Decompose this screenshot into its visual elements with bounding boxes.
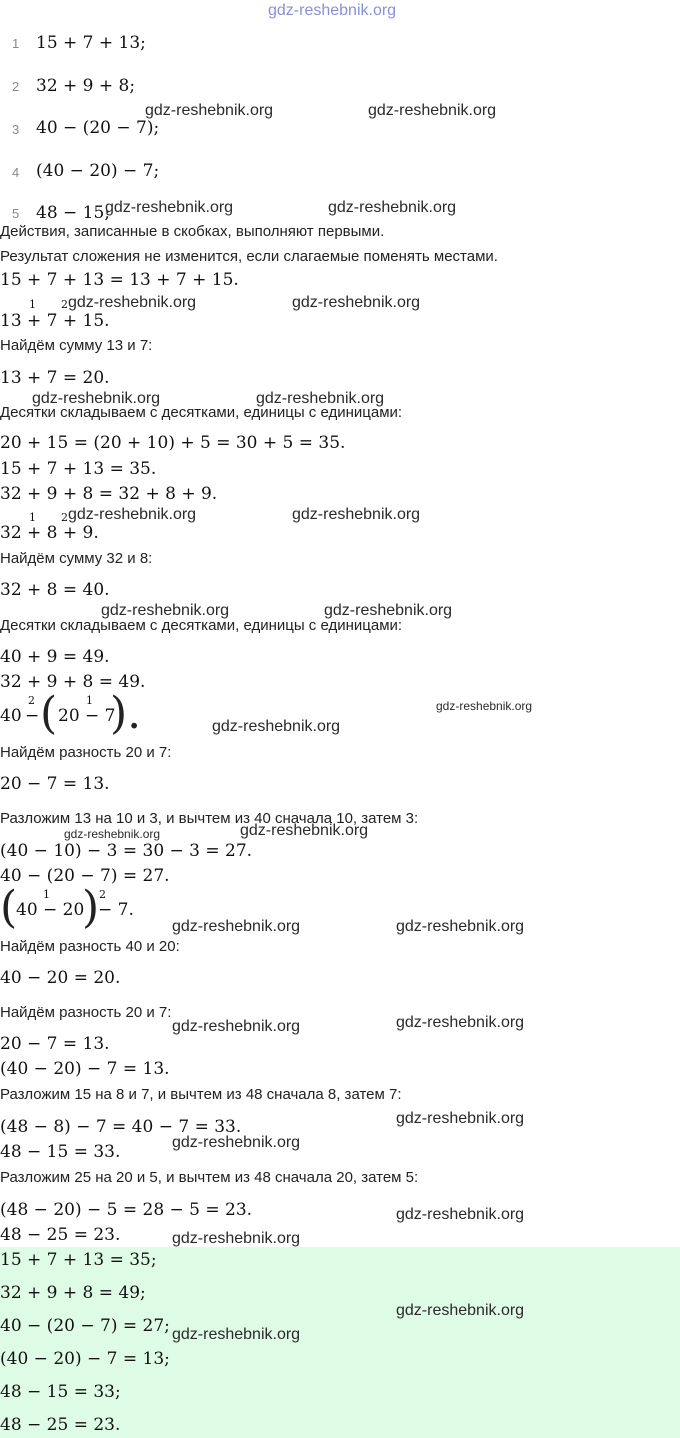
site-watermark: gdz-reshebnik.org bbox=[256, 390, 385, 407]
site-watermark: gdz-reshebnik.org bbox=[436, 699, 533, 713]
result-equation: 32 + 9 + 8 = 49. bbox=[0, 672, 146, 692]
problem-expression: (40 − 20) − 7; bbox=[36, 161, 160, 181]
equation: 40 + 9 = 49. bbox=[0, 647, 110, 667]
site-watermark: gdz-reshebnik.org bbox=[172, 1326, 301, 1343]
intro-text: Действия, записанные в скобках, выполняют первыми. bbox=[0, 223, 385, 240]
equation: (40 − 10) − 3 = 30 − 3 = 27. bbox=[0, 841, 253, 861]
answer-item: (40 − 20) − 7 = 13; bbox=[0, 1349, 170, 1369]
problem-expression: 32 + 9 + 8; bbox=[36, 76, 136, 96]
result-equation: 48 − 15 = 33. bbox=[0, 1142, 121, 1162]
answer-item: 40 − (20 − 7) = 27; bbox=[0, 1316, 170, 1336]
site-watermark: gdz-reshebnik.org bbox=[396, 1206, 525, 1223]
site-watermark: gdz-reshebnik.org bbox=[32, 390, 161, 407]
site-watermark: gdz-reshebnik.org bbox=[240, 822, 369, 839]
site-watermark: gdz-reshebnik.org bbox=[292, 294, 421, 311]
problem-number: 3 bbox=[12, 122, 20, 137]
result-equation: 40 − (20 − 7) = 27. bbox=[0, 866, 170, 886]
result-equation: 48 − 25 = 23. bbox=[0, 1225, 121, 1245]
site-watermark: gdz-reshebnik.org bbox=[396, 1110, 525, 1127]
site-watermark: gdz-reshebnik.org bbox=[172, 1134, 301, 1151]
equation: 40 − 20 = 20. bbox=[0, 968, 121, 988]
result-equation: (40 − 20) − 7 = 13. bbox=[0, 1059, 170, 1079]
problem-number: 5 bbox=[12, 206, 20, 220]
site-watermark: gdz-reshebnik.org bbox=[105, 199, 234, 216]
site-watermark: gdz-reshebnik.org bbox=[328, 199, 457, 216]
equation: 32 + 8 = 40. bbox=[0, 580, 110, 600]
order-mark: 2 bbox=[61, 511, 68, 524]
answer-item: 32 + 9 + 8 = 49; bbox=[0, 1283, 146, 1303]
order-mark: 1 bbox=[29, 511, 36, 524]
step-text: Найдём разность 20 и 7: bbox=[0, 1004, 172, 1021]
order-mark: 2 bbox=[28, 694, 35, 707]
intro-text: Результат сложения не изменится, если слагаемые поменять местами. bbox=[0, 248, 498, 265]
site-watermark: gdz-reshebnik.org bbox=[292, 506, 421, 523]
step-text: Найдём сумму 13 и 7: bbox=[0, 337, 153, 354]
site-watermark: gdz-reshebnik.org bbox=[212, 718, 341, 735]
order-mark: 2 bbox=[99, 888, 106, 901]
equation: 32 + 9 + 8 = 32 + 8 + 9. bbox=[0, 484, 218, 504]
order-expression: 32 + 8 + 9. bbox=[0, 523, 99, 543]
result-equation: 15 + 7 + 13 = 35. bbox=[0, 459, 157, 479]
problem-number: 1 bbox=[12, 36, 20, 51]
step-text: Найдём разность 40 и 20: bbox=[0, 938, 180, 955]
step-text: Найдём разность 20 и 7: bbox=[0, 744, 172, 761]
problem-expression: 15 + 7 + 13; bbox=[36, 33, 146, 53]
problem-number: 4 bbox=[12, 165, 20, 180]
answer-item: 15 + 7 + 13 = 35; bbox=[0, 1250, 157, 1270]
site-watermark: gdz-reshebnik.org bbox=[172, 1018, 301, 1035]
equation: 13 + 7 = 20. bbox=[0, 368, 110, 388]
site-watermark: gdz-reshebnik.org bbox=[396, 918, 525, 935]
site-watermark: gdz-reshebnik.org bbox=[324, 602, 453, 619]
step-text: Разложим 13 на 10 и 3, и вычтем из 40 сначала 10, затем 3: bbox=[0, 810, 419, 827]
equation: (48 − 20) − 5 = 28 − 5 = 23. bbox=[0, 1200, 253, 1220]
step-text: Найдём сумму 32 и 8: bbox=[0, 550, 153, 567]
answer-item: 48 − 15 = 33; bbox=[0, 1382, 121, 1402]
site-watermark: gdz-reshebnik.org bbox=[172, 1230, 301, 1247]
site-watermark: gdz-reshebnik.org bbox=[396, 1302, 525, 1319]
step-text: Разложим 15 на 8 и 7, и вычтем из 48 сначала 8, затем 7: bbox=[0, 1086, 402, 1103]
order-mark: 1 bbox=[86, 694, 93, 707]
step-text: Десятки складываем с десятками, единицы с единицами: bbox=[0, 404, 403, 421]
problem-expression: 48 − 15; bbox=[36, 203, 111, 220]
equation: 20 − 7 = 13. bbox=[0, 1034, 110, 1054]
step-text: Десятки складываем с десятками, единицы с единицами: bbox=[0, 617, 403, 634]
equation: 15 + 7 + 13 = 13 + 7 + 15. bbox=[0, 270, 239, 290]
site-watermark: gdz-reshebnik.org bbox=[368, 102, 497, 119]
site-watermark: gdz-reshebnik.org bbox=[68, 294, 197, 311]
site-watermark: gdz-reshebnik.org bbox=[64, 827, 161, 841]
answer-item: 48 − 25 = 23. bbox=[0, 1415, 121, 1435]
order-mark: 1 bbox=[29, 298, 36, 311]
answer-block bbox=[0, 1247, 680, 1438]
order-expression: 13 + 7 + 15. bbox=[0, 311, 110, 331]
equation: 20 − 7 = 13. bbox=[0, 774, 110, 794]
site-watermark-top: gdz-reshebnik.org bbox=[268, 2, 397, 19]
site-watermark: gdz-reshebnik.org bbox=[396, 1014, 525, 1031]
problem-expression: 40 − (20 − 7); bbox=[36, 118, 160, 138]
site-watermark: gdz-reshebnik.org bbox=[145, 102, 274, 119]
equation: 20 + 15 = (20 + 10) + 5 = 30 + 5 = 35. bbox=[0, 433, 346, 453]
site-watermark: gdz-reshebnik.org bbox=[101, 602, 230, 619]
order-mark: 2 bbox=[61, 298, 68, 311]
order-mark: 1 bbox=[43, 888, 50, 901]
equation: (48 − 8) − 7 = 40 − 7 = 33. bbox=[0, 1117, 242, 1137]
problem-number: 2 bbox=[12, 79, 20, 94]
site-watermark: gdz-reshebnik.org bbox=[172, 918, 301, 935]
site-watermark: gdz-reshebnik.org bbox=[68, 506, 197, 523]
step-text: Разложим 25 на 20 и 5, и вычтем из 48 сначала 20, затем 5: bbox=[0, 1169, 419, 1186]
